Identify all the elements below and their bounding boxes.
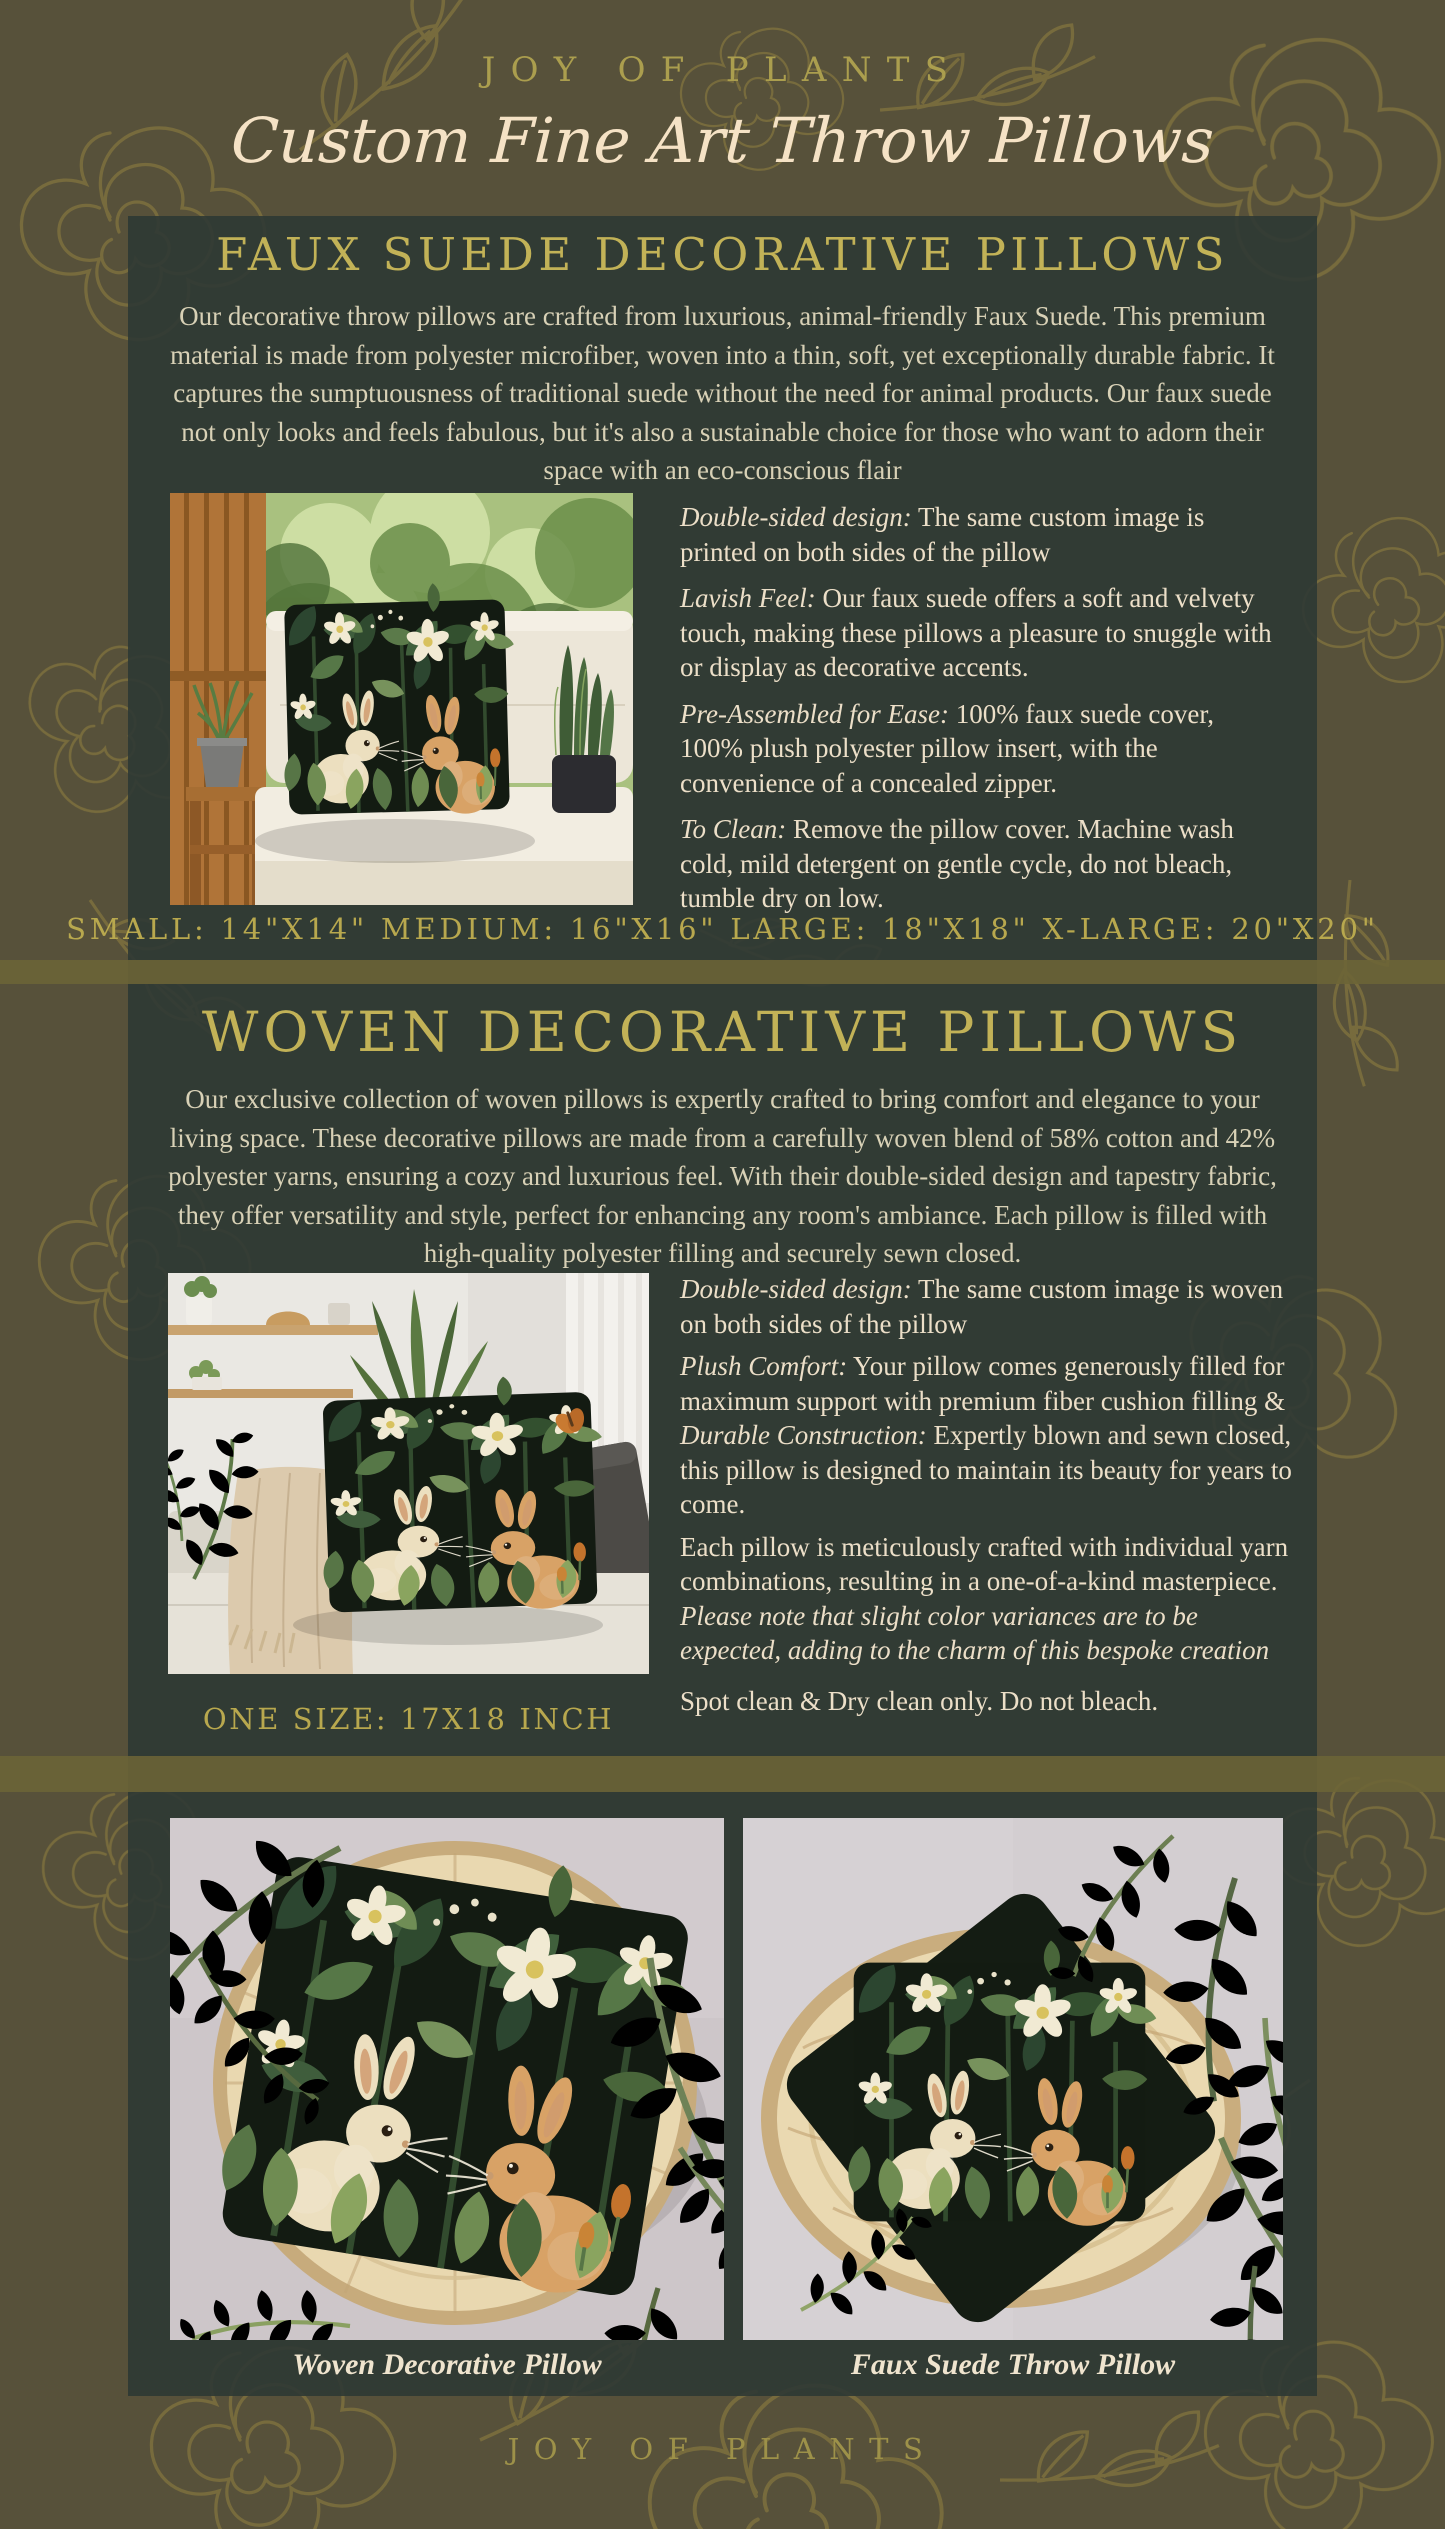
feature-item bbox=[680, 581, 1280, 685]
feature-body-text: 100% faux suede cover, 100% plush polyester pillow insert, with the convenience of a concealed zipper. bbox=[680, 698, 1215, 798]
woven-product-photo bbox=[168, 1273, 649, 1674]
feature-lead-text: Durable Construction: bbox=[680, 1420, 927, 1450]
feature-lead-text: Plush Comfort: bbox=[680, 1351, 848, 1381]
feature-lead-text: Lavish Feel: bbox=[680, 583, 816, 613]
feature-lead-text: To Clean: bbox=[680, 814, 787, 844]
woven-size-label: ONE SIZE: 17X18 INCH bbox=[202, 1702, 615, 1736]
feature-item bbox=[680, 1530, 1294, 1668]
gallery-caption-woven: Woven Decorative Pillow bbox=[292, 2348, 602, 2381]
feature-body-text: Expertly blown and sewn closed, this pillow is designed to maintain its beauty for years to come. bbox=[680, 1420, 1292, 1519]
feature-item bbox=[680, 1684, 1294, 1719]
feature-body-text: Spot clean & Dry clean only. Do not bleach. bbox=[680, 1685, 1159, 1716]
feature-body-text: Your pillow comes generously filled for maximum support with premium fiber cushion filling & bbox=[680, 1351, 1286, 1416]
faux-suede-product-photo bbox=[170, 493, 633, 905]
faux-suede-intro-paragraph: Our decorative throw pillows are crafted from luxurious, animal-friendly Faux Suede. This premium material is made from polyester microfiber, woven into a thin, soft, yet exceptionally durable fabric. It captures the sumptuousness of traditional suede without the need for animal products. Our faux suede not only looks and feels fabulous, but it's also a sustainable choice for those who want to adorn their space with an eco-conscious flair bbox=[170, 301, 1275, 485]
feature-body-text: Our faux suede offers a soft and velvety touch, making these pillows a pleasure to snuggle with or display as decorative accents. bbox=[680, 583, 1272, 682]
woven-pillow-on-wicker-tray-illustration bbox=[170, 1818, 724, 2340]
faux-suede-section-title: FAUX SUEDE DECORATIVE PILLOWS bbox=[216, 228, 1229, 281]
pillow-on-patio-couch-illustration bbox=[170, 493, 633, 905]
woven-intro-paragraph: Our exclusive collection of woven pillows is expertly crafted to bring comfort and elegance to your living space. These decorative pillows are made from a carefully woven blend of 58% cotton and 42% polyester yarns, ensuring a cozy and luxurious feel. With their double-sided design and tapestry fabric, they offer versatility and style, perfect for enhancing any room's ambiance. Each pillow is filled with high-quality polyester filling and securely sewn closed. bbox=[168, 1084, 1277, 1268]
footer-brand-title: JOY OF PLANTS bbox=[507, 2432, 938, 2466]
feature-lead-text: Double-sided design: bbox=[680, 1274, 912, 1304]
brand-title: JOY OF PLANTS bbox=[481, 50, 964, 90]
feature-body-text: Each pillow is meticulously crafted with individual yarn combinations, resulting in a one-of-a-kind masterpiece. bbox=[680, 1531, 1289, 1596]
feature-item bbox=[680, 812, 1280, 916]
feature-lead-text: Pre-Assembled for Ease: bbox=[680, 698, 949, 729]
gallery-caption-faux-suede: Faux Suede Throw Pillow bbox=[850, 2348, 1176, 2381]
section-divider bbox=[0, 960, 1445, 984]
feature-body-text: Remove the pillow cover. Machine wash cold, mild detergent on gentle cycle, do not bleach, tumble dry on low. bbox=[680, 814, 1234, 913]
feature-item bbox=[680, 697, 1280, 801]
section-divider bbox=[0, 1756, 1445, 1792]
faux-suede-sizes-line: SMALL: 14"X14" MEDIUM: 16"X16" LARGE: 18"X18" X-LARGE: 20"X20" bbox=[66, 912, 1379, 946]
feature-body-text: The same custom image is printed on both sides of the pillow bbox=[680, 502, 1205, 567]
gallery-photo-faux-suede bbox=[743, 1818, 1283, 2340]
feature-item bbox=[680, 1349, 1294, 1522]
feature-item bbox=[680, 1272, 1294, 1341]
feature-item bbox=[680, 500, 1280, 569]
woven-feature-list bbox=[680, 1272, 1294, 1726]
feature-lead-text: Please note that slight color variances are to be expected, adding to the charm of this bespoke creation bbox=[680, 1600, 1270, 1665]
faux-suede-pillow-in-basket-illustration bbox=[743, 1818, 1283, 2340]
pillow-on-living-room-couch-illustration bbox=[168, 1273, 649, 1674]
feature-body-text: The same custom image is woven on both sides of the pillow bbox=[680, 1274, 1284, 1339]
faux-suede-feature-list bbox=[680, 500, 1280, 928]
page-subtitle: Custom Fine Art Throw Pillows bbox=[229, 104, 1216, 177]
feature-lead-text: Double-sided design: bbox=[680, 502, 912, 532]
gallery-photo-woven bbox=[170, 1818, 724, 2340]
woven-section-title: WOVEN DECORATIVE PILLOWS bbox=[201, 1000, 1244, 1064]
